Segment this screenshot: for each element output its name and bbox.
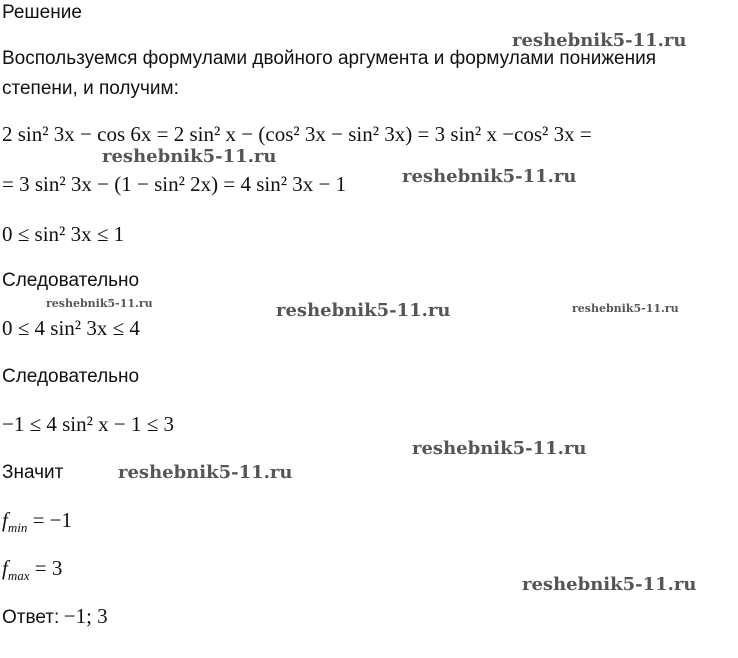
inequality-3: −1 ≤ 4 sin² x − 1 ≤ 3: [2, 412, 175, 436]
consequently-text-2: Следовательно: [2, 366, 140, 387]
equation-2: = 3 sin² 3x − (1 − sin² 2x) = 4 sin² 3x − 1: [2, 172, 347, 196]
watermark: reshebnik5-11.ru: [512, 30, 687, 51]
fmin-symbol: f: [2, 508, 8, 532]
inequality-1: 0 ≤ sin² 3x ≤ 1: [2, 222, 125, 246]
watermark: reshebnik5-11.ru: [572, 302, 679, 315]
watermark: reshebnik5-11.ru: [522, 574, 697, 595]
watermark: reshebnik5-11.ru: [412, 438, 587, 459]
answer-label: Ответ:: [2, 607, 60, 628]
fmax-symbol: f: [2, 556, 8, 580]
watermark: reshebnik5-11.ru: [102, 146, 277, 167]
fmax-subscript: max: [7, 568, 30, 584]
answer-line: [2, 604, 108, 629]
watermark: reshebnik5-11.ru: [402, 166, 577, 187]
answer-value: −1; 3: [63, 604, 108, 628]
solution-heading: Решение: [2, 2, 82, 23]
inequality-2: 0 ≤ 4 sin² 3x ≤ 4: [2, 316, 140, 340]
watermark: reshebnik5-11.ru: [118, 462, 293, 483]
fmax-value: = 3: [29, 556, 63, 580]
fmin-result: [2, 508, 72, 536]
fmax-result: [2, 556, 62, 584]
consequently-text-1: Следовательно: [2, 270, 140, 291]
equation-1: 2 sin² 3x − cos 6x = 2 sin² x − (cos² 3x − sin² 3x) = 3 sin² x −cos² 3x =: [2, 122, 592, 146]
fmin-subscript: min: [7, 520, 28, 536]
watermark: reshebnik5-11.ru: [276, 300, 451, 321]
watermark: reshebnik5-11.ru: [46, 297, 153, 310]
intro-line-2: степени, и получим:: [2, 78, 179, 99]
intro-line-1: Воспользуемся формулами двойного аргумента и формулами понижения: [2, 48, 657, 69]
fmin-value: = −1: [27, 508, 73, 532]
therefore-text: Значит: [2, 462, 64, 483]
